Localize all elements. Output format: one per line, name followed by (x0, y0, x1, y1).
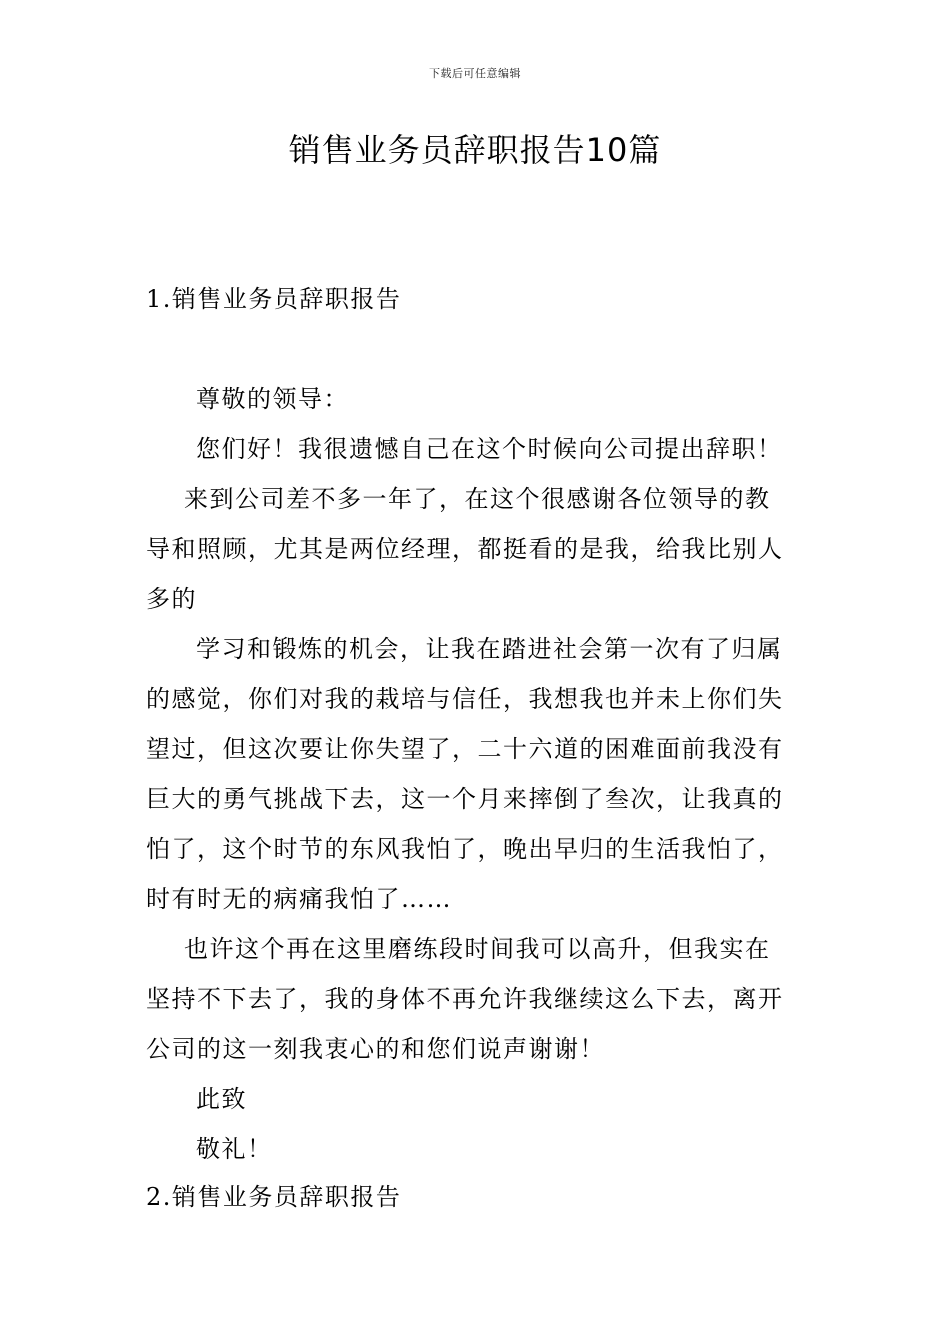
paragraph-1-line: 多的 (146, 585, 197, 613)
letter-body (146, 374, 808, 1174)
paragraph-1-line: 导和照顾，尤其是两位经理，都挺看的是我，给我比别人 (146, 535, 784, 563)
paragraph-2-line: 的感觉，你们对我的栽培与信任，我想我也并未上你们失 (146, 685, 784, 713)
section-heading-2: 2.销售业务员辞职报告 (146, 1183, 402, 1211)
paragraph-2-line: 时有时无的病痛我怕了…… (146, 885, 452, 913)
salutation: 尊敬的领导： (196, 385, 349, 413)
document-title: 销售业务员辞职报告10篇 (288, 131, 662, 169)
paragraph-3-line: 坚持不下去了，我的身体不再允许我继续这么下去，离开 (146, 985, 784, 1013)
paragraph-3-line: 公司的这一刻我衷心的和您们说声谢谢！ (146, 1035, 605, 1063)
paragraph-2-line: 学习和锻炼的机会，让我在踏进社会第一次有了归属 (196, 635, 783, 663)
section-heading-1: 1.销售业务员辞职报告 (146, 285, 402, 313)
paragraph-2-line: 望过，但这次要让你失望了，二十六道的困难面前我没有 (146, 735, 784, 763)
paragraph-1-line: 来到公司差不多一年了，在这个很感谢各位领导的教 (184, 485, 771, 513)
closing-line-2: 敬礼！ (196, 1135, 273, 1163)
paragraph-2-line: 巨大的勇气挑战下去，这一个月来摔倒了叁次，让我真的 (146, 785, 784, 813)
greeting: 您们好！我很遗憾自己在这个时候向公司提出辞职！ (196, 435, 783, 463)
closing-line-1: 此致 (196, 1085, 247, 1113)
header-note: 下载后可任意编辑 (429, 67, 521, 80)
paragraph-2-line: 怕了，这个时节的东风我怕了，晚出早归的生活我怕了， (146, 835, 784, 863)
paragraph-3-line: 也许这个再在这里磨练段时间我可以高升，但我实在 (184, 935, 771, 963)
